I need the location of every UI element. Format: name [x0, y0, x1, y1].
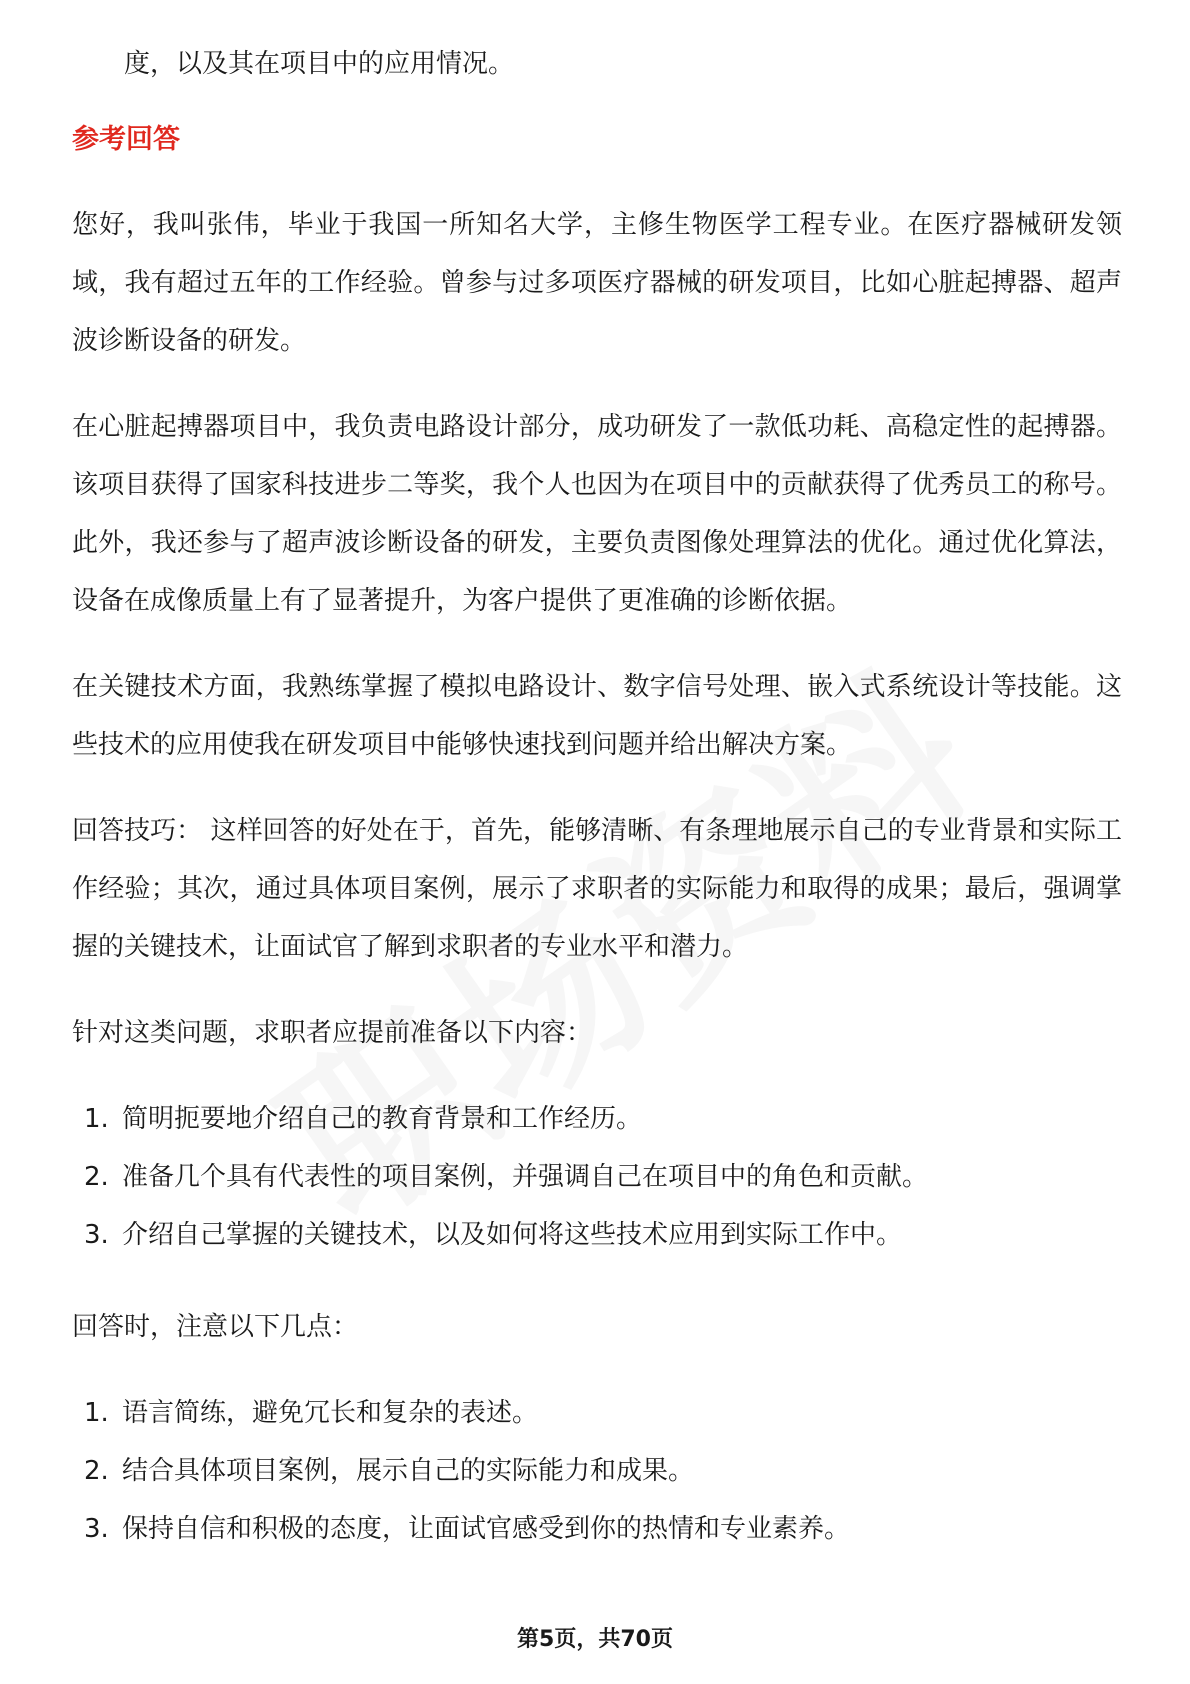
section-title: 参考回答 [72, 124, 180, 155]
paragraph-intro: 您好，我叫张伟，毕业于我国一所知名大学，主修生物医学工程专业。在医疗器械研发领域，我有超过五年的工作经验。曾参与过多项医疗器械的研发项目，比如心脏起搏器、超声波诊断设备的研发。 [72, 210, 1122, 356]
list-text: 介绍自己掌握的关键技术，以及如何将这些技术应用到实际工作中。 [122, 1220, 903, 1250]
list-number: 3. [84, 1514, 109, 1544]
list-item [72, 1442, 1122, 1500]
paragraph-answer-tips: 回答技巧： 这样回答的好处在于，首先，能够清晰、有条理地展示自己的专业背景和实际工作经验；其次，通过具体项目案例，展示了求职者的实际能力和取得的成果；最后，强调掌握的关键技术，让面试官了解到求职者的专业水平和潜力。 [72, 816, 1122, 962]
paragraph-notice-intro: 回答时，注意以下几点： [72, 1312, 359, 1342]
list-number: 3. [84, 1220, 109, 1250]
continuation-line: 度，以及其在项目中的应用情况。 [124, 49, 515, 79]
list-item [72, 1206, 1122, 1264]
list-text: 语言简练，避免冗长和复杂的表述。 [122, 1398, 539, 1428]
list-item [72, 1500, 1122, 1558]
list-text: 保持自信和积极的态度，让面试官感受到你的热情和专业素养。 [122, 1514, 851, 1544]
list-item [72, 1384, 1122, 1442]
list-item [72, 1090, 1122, 1148]
list-number: 1. [84, 1104, 109, 1134]
page-footer: 第5页，共70页 [517, 1627, 673, 1652]
list-number: 2. [84, 1162, 109, 1192]
paragraph-prep-intro: 针对这类问题，求职者应提前准备以下内容： [72, 1018, 593, 1048]
notice-list [72, 1384, 1122, 1558]
list-item [72, 1148, 1122, 1206]
list-text: 简明扼要地介绍自己的教育背景和工作经历。 [122, 1104, 643, 1134]
paragraph-key-tech: 在关键技术方面，我熟练掌握了模拟电路设计、数字信号处理、嵌入式系统设计等技能。这些技术的应用使我在研发项目中能够快速找到问题并给出解决方案。 [72, 672, 1122, 760]
list-text: 准备几个具有代表性的项目案例，并强调自己在项目中的角色和贡献。 [122, 1162, 929, 1192]
paragraph-pacemaker: 在心脏起搏器项目中，我负责电路设计部分，成功研发了一款低功耗、高稳定性的起搏器。该项目获得了国家科技进步二等奖，我个人也因为在项目中的贡献获得了优秀员工的称号。此外，我还参与了超声波诊断设备的研发，主要负责图像处理算法的优化。通过优化算法，设备在成像质量上有了显著提升，为客户提供了更准确的诊断依据。 [72, 412, 1122, 616]
list-number: 1. [84, 1398, 109, 1428]
list-number: 2. [84, 1456, 109, 1486]
prep-list [72, 1090, 1122, 1264]
list-text: 结合具体项目案例，展示自己的实际能力和成果。 [122, 1456, 695, 1486]
page-content [72, 44, 1122, 1592]
